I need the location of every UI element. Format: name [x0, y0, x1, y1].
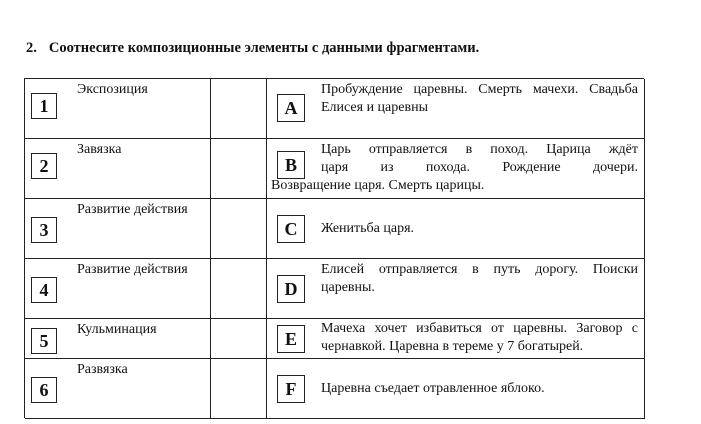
fragment-cell-c — [267, 199, 645, 259]
answer-cell-4[interactable] — [211, 259, 267, 319]
fragment-text: Пробуждение царевны. Смерть мачехи. Свадьба Елисея и царевны — [321, 82, 638, 115]
answer-cell-2[interactable] — [211, 139, 267, 199]
element-label: Развитие действия — [77, 262, 188, 277]
answer-cell-6[interactable] — [211, 359, 267, 419]
matching-table — [24, 78, 644, 418]
element-label: Кульминация — [77, 322, 157, 337]
element-number-box: 5 — [31, 328, 57, 354]
fragment-letter-box: F — [277, 375, 305, 403]
element-label: Развязка — [77, 362, 128, 377]
element-label: Экспозиция — [77, 82, 148, 97]
fragment-text: Женитьба царя. — [321, 221, 415, 236]
element-cell-4 — [25, 259, 211, 319]
task-number: 2. — [26, 40, 37, 56]
answer-cell-1[interactable] — [211, 79, 267, 139]
answer-cell-3[interactable] — [211, 199, 267, 259]
fragment-text-line-3: Возвращение царя. Смерть царицы. — [271, 178, 485, 193]
element-number-box: 1 — [31, 93, 57, 119]
fragment-letter-box: D — [277, 275, 305, 303]
fragment-text-line-1: Царь отправляется в поход. Царица ждёт — [321, 142, 638, 157]
answer-cell-5[interactable] — [211, 319, 267, 359]
element-cell-3 — [25, 199, 211, 259]
fragment-text-line-2: царя из похода. Рождение дочери. — [321, 160, 638, 175]
fragment-letter-box: C — [277, 215, 305, 243]
fragment-cell-d — [267, 259, 645, 319]
element-cell-5 — [25, 319, 211, 359]
element-label: Завязка — [77, 142, 122, 157]
fragment-letter-box: E — [277, 325, 305, 353]
element-number-box: 3 — [31, 217, 57, 243]
fragment-cell-e — [267, 319, 645, 359]
element-cell-6 — [25, 359, 211, 419]
element-cell-1 — [25, 79, 211, 139]
fragment-text: Мачеха хочет избавиться от царевны. Заговор с чернавкой. Царевна в тереме у 7 богатырей. — [321, 321, 638, 354]
fragment-text: Елисей отправляется в путь дорогу. Поиски царевны. — [321, 262, 638, 295]
fragment-cell-a — [267, 79, 645, 139]
fragment-letter-box: B — [277, 151, 305, 179]
element-number-box: 2 — [31, 153, 57, 179]
fragment-cell-b — [267, 139, 645, 199]
task-title — [26, 40, 479, 57]
element-label: Развитие действия — [77, 202, 188, 217]
element-number-box: 6 — [31, 377, 57, 403]
fragment-cell-f — [267, 359, 645, 419]
fragment-letter-box: A — [277, 94, 305, 122]
fragment-text: Царевна съедает отравленное яблоко. — [321, 381, 545, 396]
task-text: Соотнесите композиционные элементы с данными фрагментами. — [48, 40, 480, 56]
element-cell-2 — [25, 139, 211, 199]
element-number-box: 4 — [31, 277, 57, 303]
